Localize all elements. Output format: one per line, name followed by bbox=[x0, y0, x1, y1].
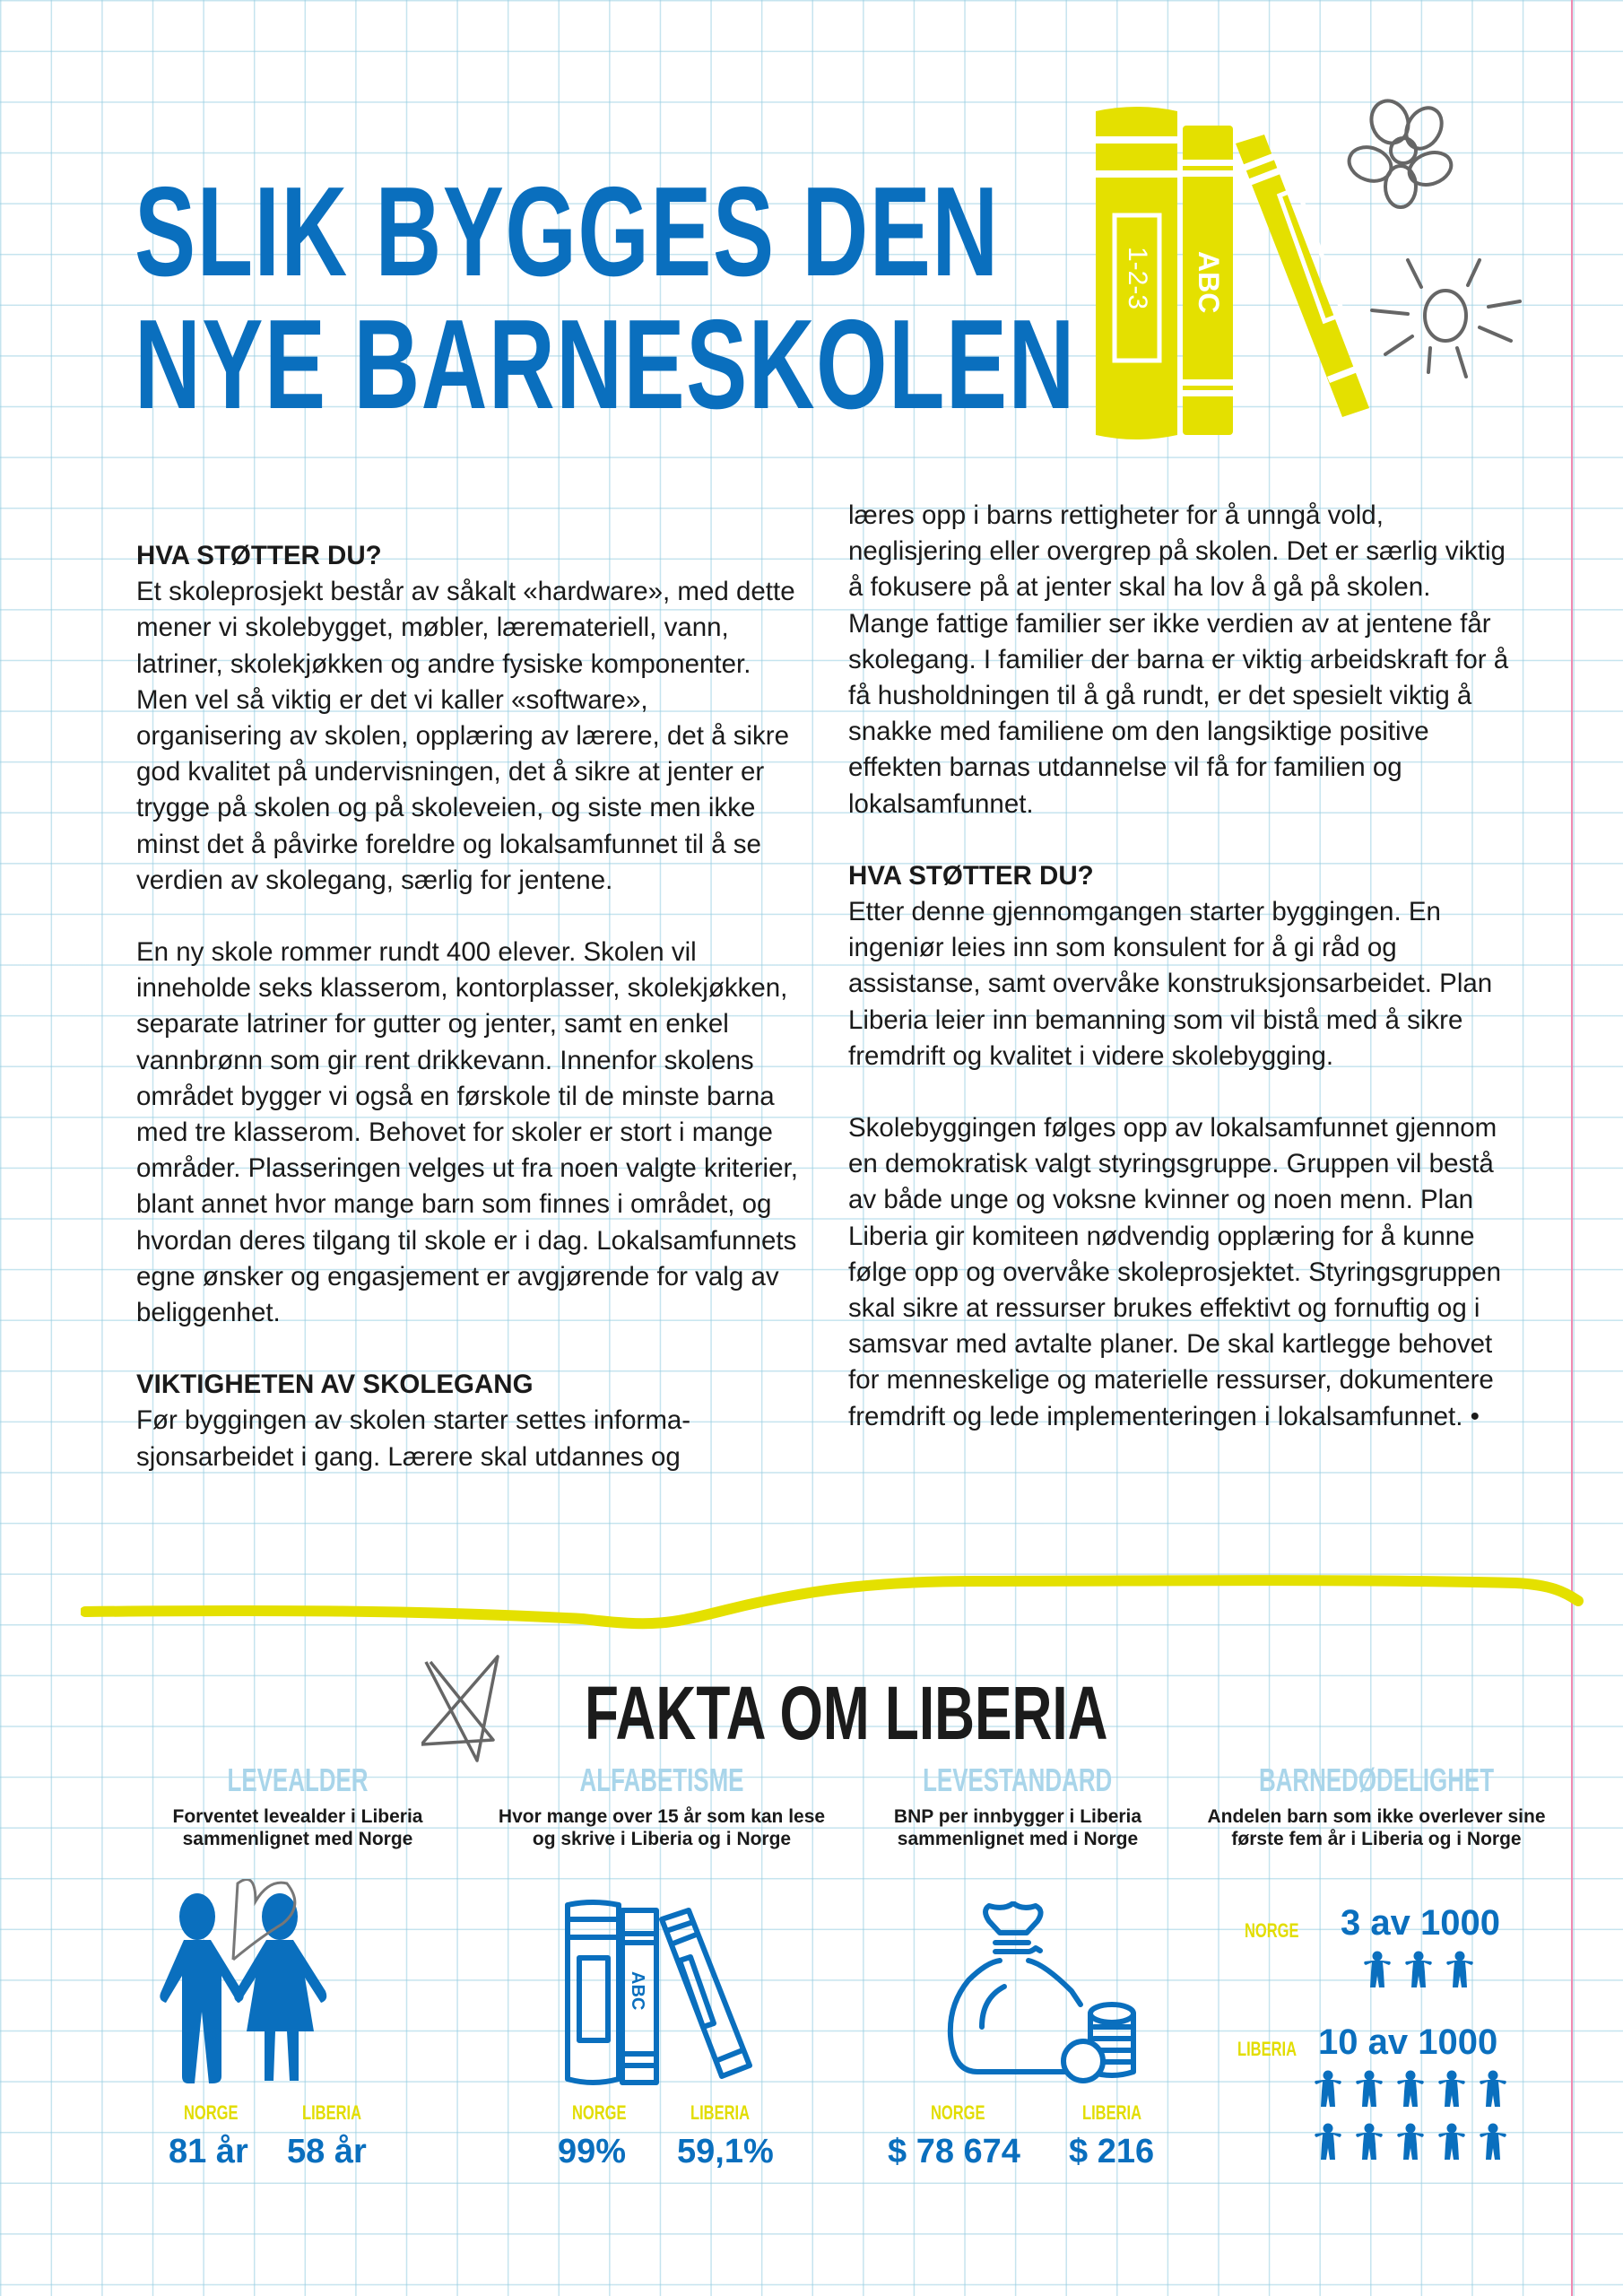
notebook-margin-line bbox=[1571, 0, 1573, 2296]
sun-icon bbox=[1367, 251, 1529, 395]
child-icon bbox=[1314, 2123, 1342, 2165]
norge-label: NORGE bbox=[184, 2101, 239, 2124]
money-bag-icon bbox=[946, 1901, 1139, 2090]
liberia-label: LIBERIA bbox=[302, 2101, 361, 2124]
child-icon bbox=[1355, 2070, 1384, 2112]
book-label-123: 1-2-3 bbox=[1123, 247, 1152, 310]
child-icon bbox=[1363, 1951, 1392, 1993]
wavy-divider bbox=[81, 1574, 1587, 1637]
section-text: Etter denne gjennomgangen starter byggingen. En ingeniør leies inn som konsulent for å gi råd og assistanse, samt overvåke konstruksjonsarbeidet. Plan Liberia leier inn bemanning som vil bistå med å sikre fremdrift og kvalitet i videre skolebygging. bbox=[848, 897, 1493, 1071]
child-icon bbox=[1396, 2123, 1425, 2165]
liberia-children-icons bbox=[1314, 2070, 1529, 2165]
liberia-value: 10 av 1000 bbox=[1318, 2022, 1498, 2062]
child-icon bbox=[1396, 2070, 1425, 2112]
title-line-1: SLIK BYGGES DEN bbox=[135, 161, 1000, 303]
article-section bbox=[848, 1110, 1512, 1435]
liberia-value: $ 216 bbox=[1069, 2133, 1155, 2170]
section-heading: VIKTIGHETEN AV SKOLEGANG bbox=[136, 1370, 534, 1400]
norge-value: 99% bbox=[558, 2133, 627, 2170]
child-icon bbox=[1437, 2070, 1466, 2112]
liberia-label: LIBERIA bbox=[1237, 2038, 1297, 2060]
section-text: En ny skole rommer rundt 400 elever. Skolen vil inneholde seks klasserom, kontorplasser, skolekjøkken, separate latriner for gutter og jenter, samt en enkel vannbrønn som gir rent drikkevann. Innenfor skolens området bygger vi også en førskole til de minste barna med tre klasserom. Behovet for skoler er stort i mange områder. Plasseringen velges ut fra noen valgte kriterier, blant annet hvor mange barn som finnes i området, og hvordan deres tilgang til skole er i dag. Lokalsamfunnets egne ønsker og engasjement er avgjørende for valg av beliggenhet. bbox=[136, 937, 798, 1328]
fact-heading: LEVESTANDARD bbox=[923, 1761, 1113, 1798]
page-title bbox=[135, 161, 1076, 436]
fact-levealder bbox=[127, 1762, 468, 1850]
fact-heading: LEVEALDER bbox=[227, 1761, 369, 1798]
section-text: Skolebyggingen følges opp av lokalsamfunnet gjennom en demokratisk valgt styringsgruppe. Gruppen vil bestå av både unge og voksne kvinner og noen menn. Plan Liberia gir komiteen nødvendig opplæring for å kunne følge opp og overvåke skoleprosjektet. Styringsgruppen skal sikre at ressurser brukes effektivt og fornuftig og i samsvar med avtalte planer. De skal kartlegge behovet for menneskelige og materielle ressurser, dokumentere fremdrift og lede implementeringen i lokalsamfunnet. • bbox=[848, 1113, 1502, 1431]
liberia-value: 59,1% bbox=[677, 2133, 774, 2170]
norge-value: $ 78 674 bbox=[888, 2133, 1020, 2170]
norge-label: NORGE bbox=[572, 2101, 627, 2124]
star-icon bbox=[421, 1655, 511, 1762]
article-section bbox=[136, 935, 800, 1331]
norge-value: 3 av 1000 bbox=[1341, 1903, 1500, 1943]
child-icon bbox=[1479, 2123, 1507, 2165]
section-text: læres opp i barns rettigheter for å unngå vold, neglisjering eller overgrep på skolen. Det er særlig viktig å fokusere på at jenter skal ha lov å gå på skolen. Mange fattige familier ser ikke verdien av at jentene får skolegang. I familier der barna er viktig arbeidskraft for å få husholdningen til å gå rundt, er det spesielt viktig å snakke med familiene om den langsiktige positive effekten barnas utdannelse vil få for familien og lokalsamfunnet. bbox=[848, 500, 1509, 819]
people-heart-icon bbox=[157, 1879, 354, 2099]
fact-description: BNP per innbygger i Liberia sammenlignet med i Norge bbox=[893, 1806, 1142, 1849]
liberia-label: LIBERIA bbox=[1082, 2101, 1141, 2124]
article-left-column bbox=[136, 502, 800, 1511]
section-text: Før byggingen av skolen starter settes informasjonsarbeidet i gang. Lærere skal utdannes og bbox=[136, 1405, 691, 1472]
fact-barnedodelighet bbox=[1206, 1762, 1547, 1850]
fact-description: Forventet levealder i Liberia sammenlignet med Norge bbox=[172, 1806, 423, 1849]
child-icon bbox=[1479, 2070, 1507, 2112]
fact-alfabetisme bbox=[491, 1762, 832, 1850]
fact-heading: BARNEDØDELIGHET bbox=[1258, 1761, 1495, 1798]
norge-value: 81 år bbox=[169, 2133, 248, 2170]
child-icon bbox=[1355, 2123, 1384, 2165]
child-icon bbox=[1314, 2070, 1342, 2112]
section-text: Et skoleprosjekt består av såkalt «hardware», med dette mener vi skolebygget, møbler, læremateriell, vann, latriner, skolekjøkken og andre fysiske komponenter. Men vel så viktig er det vi kaller «software», organisering av skolen, opplæring av lærere, det å sikre god kvalitet på undervisningen, det å sikre at jenter er trygge på skolen og på skoleveien, og siste men ikke minst det å påvirke foreldre og lokalsamfunnet til å se verdien av skolegang, særlig for jentene. bbox=[136, 577, 795, 895]
child-icon bbox=[1404, 1951, 1433, 1993]
flower-icon bbox=[1345, 97, 1462, 213]
fact-levestandard bbox=[847, 1762, 1188, 1850]
facts-title: FAKTA OM LIBERIA bbox=[585, 1671, 1108, 1755]
article-section bbox=[848, 498, 1512, 822]
book-label-abc: ABC bbox=[628, 1971, 647, 2011]
article-right-column bbox=[848, 498, 1512, 1471]
fact-description: Hvor mange over 15 år som kan lese og skrive i Liberia og i Norge bbox=[498, 1806, 826, 1849]
title-line-2: NYE BARNESKOLEN bbox=[135, 293, 1076, 436]
norge-label: NORGE bbox=[931, 2101, 985, 2124]
norge-children-icons bbox=[1363, 1951, 1474, 1993]
child-icon bbox=[1445, 1951, 1474, 1993]
section-heading: HVA STØTTER DU? bbox=[136, 541, 382, 570]
book-label-abc: ABC bbox=[1193, 251, 1225, 314]
books-icon bbox=[563, 1900, 756, 2092]
liberia-value: 58 år bbox=[287, 2133, 367, 2170]
norge-label: NORGE bbox=[1245, 1919, 1299, 1942]
fact-heading: ALFABETISME bbox=[579, 1761, 744, 1798]
fact-description: Andelen barn som ikke overlever sine første fem år i Liberia og i Norge bbox=[1207, 1806, 1546, 1849]
section-heading: HVA STØTTER DU? bbox=[848, 860, 1094, 891]
child-icon bbox=[1437, 2123, 1466, 2165]
liberia-label: LIBERIA bbox=[690, 2101, 750, 2124]
